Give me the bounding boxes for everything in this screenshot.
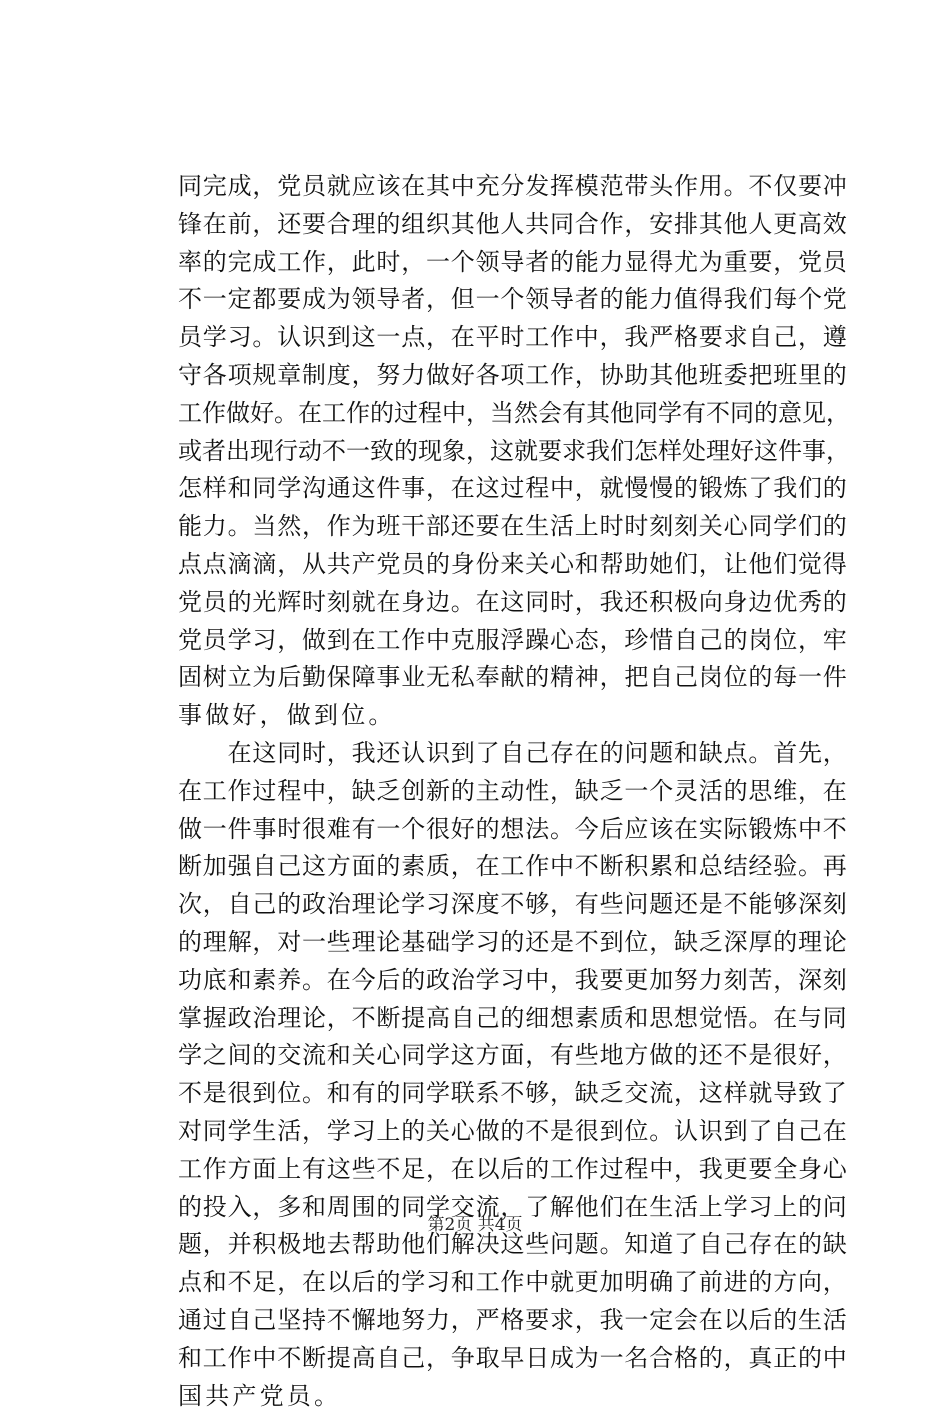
text-line: 和工作中不断提高自己，争取早日成为一名合格的，真正的中 [178,1340,850,1378]
text-line: 率的完成工作，此时，一个领导者的能力显得尤为重要，党员 [178,244,850,282]
text-line: 或者出现行动不一致的现象，这就要求我们怎样处理好这件事， [178,433,850,471]
text-line: 事做好，做到位。 [178,697,850,735]
text-line: 次，自己的政治理论学习深度不够，有些问题还是不能够深刻 [178,886,850,924]
text-line: 对同学生活，学习上的关心做的不是很到位。认识到了自己在 [178,1113,850,1151]
text-line: 党员的光辉时刻就在身边。在这同时，我还积极向身边优秀的 [178,584,850,622]
paragraph-1 [178,168,850,735]
text-line: 怎样和同学沟通这件事，在这过程中，就慢慢的锻炼了我们的 [178,470,850,508]
text-line: 不一定都要成为领导者，但一个领导者的能力值得我们每个党 [178,281,850,319]
text-line: 员学习。认识到这一点，在平时工作中，我严格要求自己，遵 [178,319,850,357]
text-line: 能力。当然，作为班干部还要在生活上时时刻刻关心同学们的 [178,508,850,546]
text-line: 通过自己坚持不懈地努力，严格要求，我一定会在以后的生活 [178,1302,850,1340]
text-line: 守各项规章制度，努力做好各项工作，协助其他班委把班里的 [178,357,850,395]
text-line: 掌握政治理论，不断提高自己的细想素质和思想觉悟。在与同 [178,1000,850,1038]
text-line: 党员学习，做到在工作中克服浮躁心态，珍惜自己的岗位，牢 [178,622,850,660]
text-line: 学之间的交流和关心同学这方面，有些地方做的还不是很好， [178,1037,850,1075]
text-line: 工作方面上有这些不足，在以后的工作过程中，我更要全身心 [178,1151,850,1189]
text-line: 同完成，党员就应该在其中充分发挥模范带头作用。不仅要冲 [178,168,850,206]
text-line: 断加强自己这方面的素质，在工作中不断积累和总结经验。再 [178,848,850,886]
text-line: 固树立为后勤保障事业无私奉献的精神，把自己岗位的每一件 [178,659,850,697]
text-line: 功底和素养。在今后的政治学习中，我要更加努力刻苦，深刻 [178,962,850,1000]
text-line: 点点滴滴，从共产党员的身份来关心和帮助她们，让他们觉得 [178,546,850,584]
text-line: 题，并积极地去帮助他们解决这些问题。知道了自己存在的缺 [178,1226,850,1264]
page-number-footer: 第2页 共4页 [0,1214,950,1236]
text-line: 在工作过程中，缺乏创新的主动性，缺乏一个灵活的思维，在 [178,773,850,811]
text-line: 在这同时，我还认识到了自己存在的问题和缺点。首先， [178,735,850,773]
text-line: 国共产党员。 [178,1378,850,1415]
text-line: 不是很到位。和有的同学联系不够，缺乏交流，这样就导致了 [178,1075,850,1113]
text-line: 锋在前，还要合理的组织其他人共同合作，安排其他人更高效 [178,206,850,244]
text-line: 点和不足，在以后的学习和工作中就更加明确了前进的方向， [178,1264,850,1302]
text-line: 的投入，多和周围的同学交流，了解他们在生活上学习上的问 [178,1189,850,1227]
text-line: 的理解，对一些理论基础学习的还是不到位，缺乏深厚的理论 [178,924,850,962]
paragraph-2 [178,735,850,1415]
text-line: 做一件事时很难有一个很好的想法。今后应该在实际锻炼中不 [178,811,850,849]
text-line: 工作做好。在工作的过程中，当然会有其他同学有不同的意见， [178,395,850,433]
